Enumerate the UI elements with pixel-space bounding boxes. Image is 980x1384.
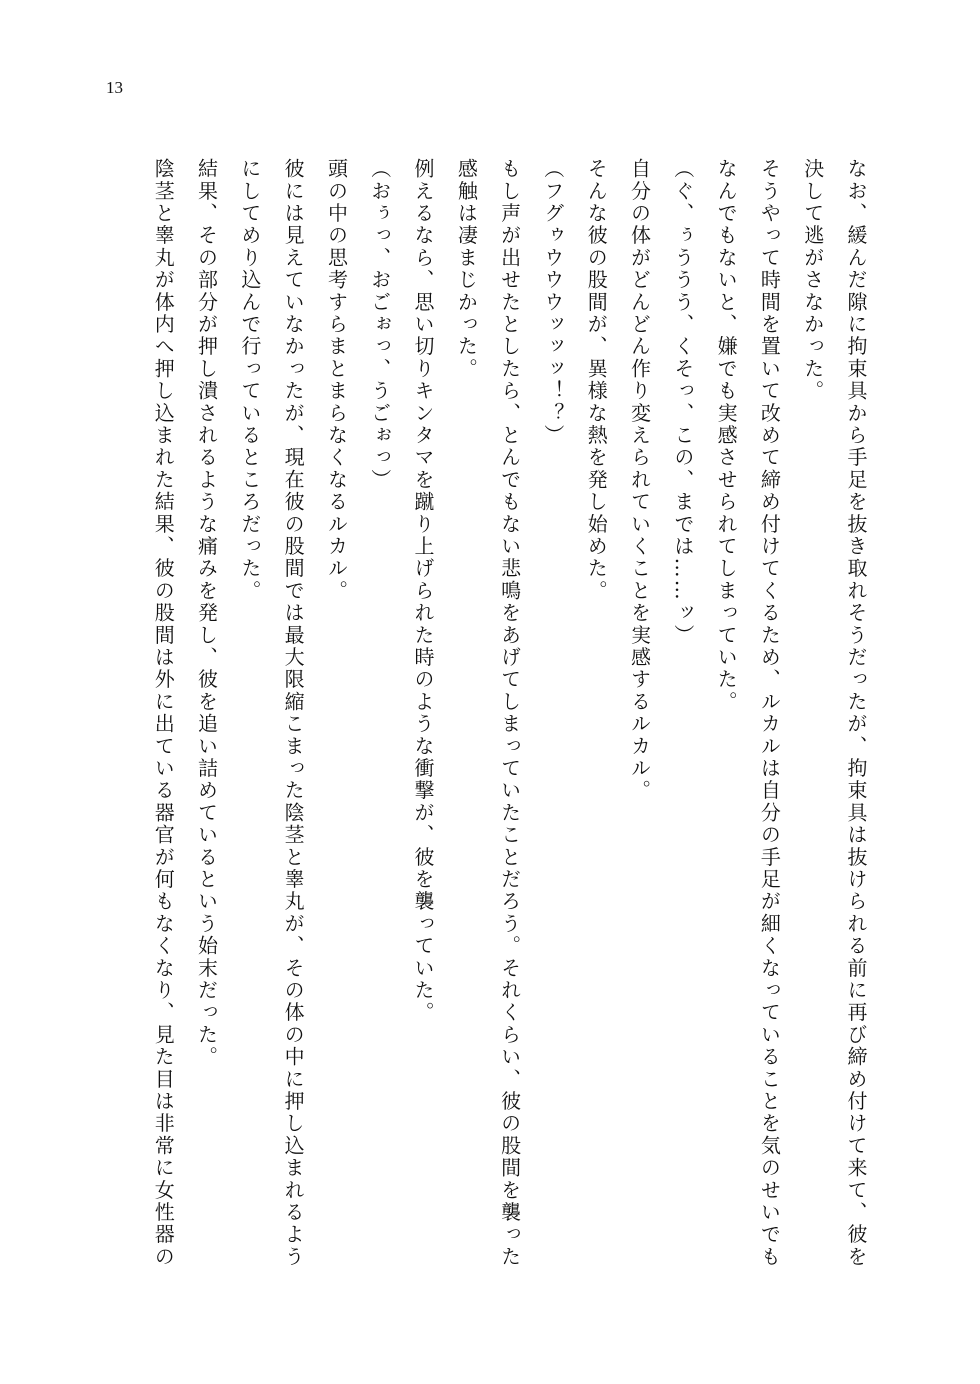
text-line: もし声が出せたとしたら、とんでもない悲鳴をあげてしまっていたことだろう。それくらい、彼の股間を襲った — [497, 158, 522, 1268]
text-line: 陰茎と睾丸が体内へ押し込まれた結果、彼の股間は外に出ている器官が何もなくなり、見た目は非常に女性器の — [151, 158, 176, 1268]
text-line: 自分の体がどんどん作り変えられていくことを実感するルカル。 — [627, 158, 652, 802]
text-line: そんな彼の股間が、異様な熱を発し始めた。 — [584, 158, 609, 602]
text-line: なんでもないと、嫌でも実感させられてしまっていた。 — [714, 158, 739, 713]
text-line: （ぐ、ぅううう、くそっ、この、までは……ッ） — [670, 158, 695, 647]
text-line: （フグゥウウウッッッ！？） — [540, 158, 565, 447]
text-line: そうやって時間を置いて改めて締め付けてくるため、ルカルは自分の手足が細くなっていることを気のせいでも — [757, 158, 782, 1268]
text-line: 頭の中の思考すらまとまらなくなるルカル。 — [324, 158, 349, 602]
text-line: にしてめり込んで行っているところだった。 — [237, 158, 262, 602]
text-line: なお、緩んだ隙に拘束具から手足を抜き取れそうだったが、拘束具は抜けられる前に再び締め付けて来て、彼を — [844, 158, 868, 1268]
text-line: 感触は凄まじかった。 — [454, 158, 479, 380]
text-line: 結果、その部分が押し潰されるような痛みを発し、彼を追い詰めているという始末だった。 — [194, 158, 219, 1069]
body-text — [141, 158, 877, 1278]
page-number: 13 — [106, 78, 123, 97]
text-line: 彼には見えていなかったが、現在彼の股間では最大限縮こまった陰茎と睾丸が、その体の中に押し込まれるよう — [281, 158, 306, 1268]
text-line: （おぅっ、おごぉっ、うごぉっ） — [367, 158, 392, 491]
text-line: 決して逃がさなかった。 — [800, 158, 825, 403]
text-line: 例えるなら、思い切りキンタマを蹴り上げられた時のような衝撃が、彼を襲っていた。 — [411, 158, 436, 1024]
